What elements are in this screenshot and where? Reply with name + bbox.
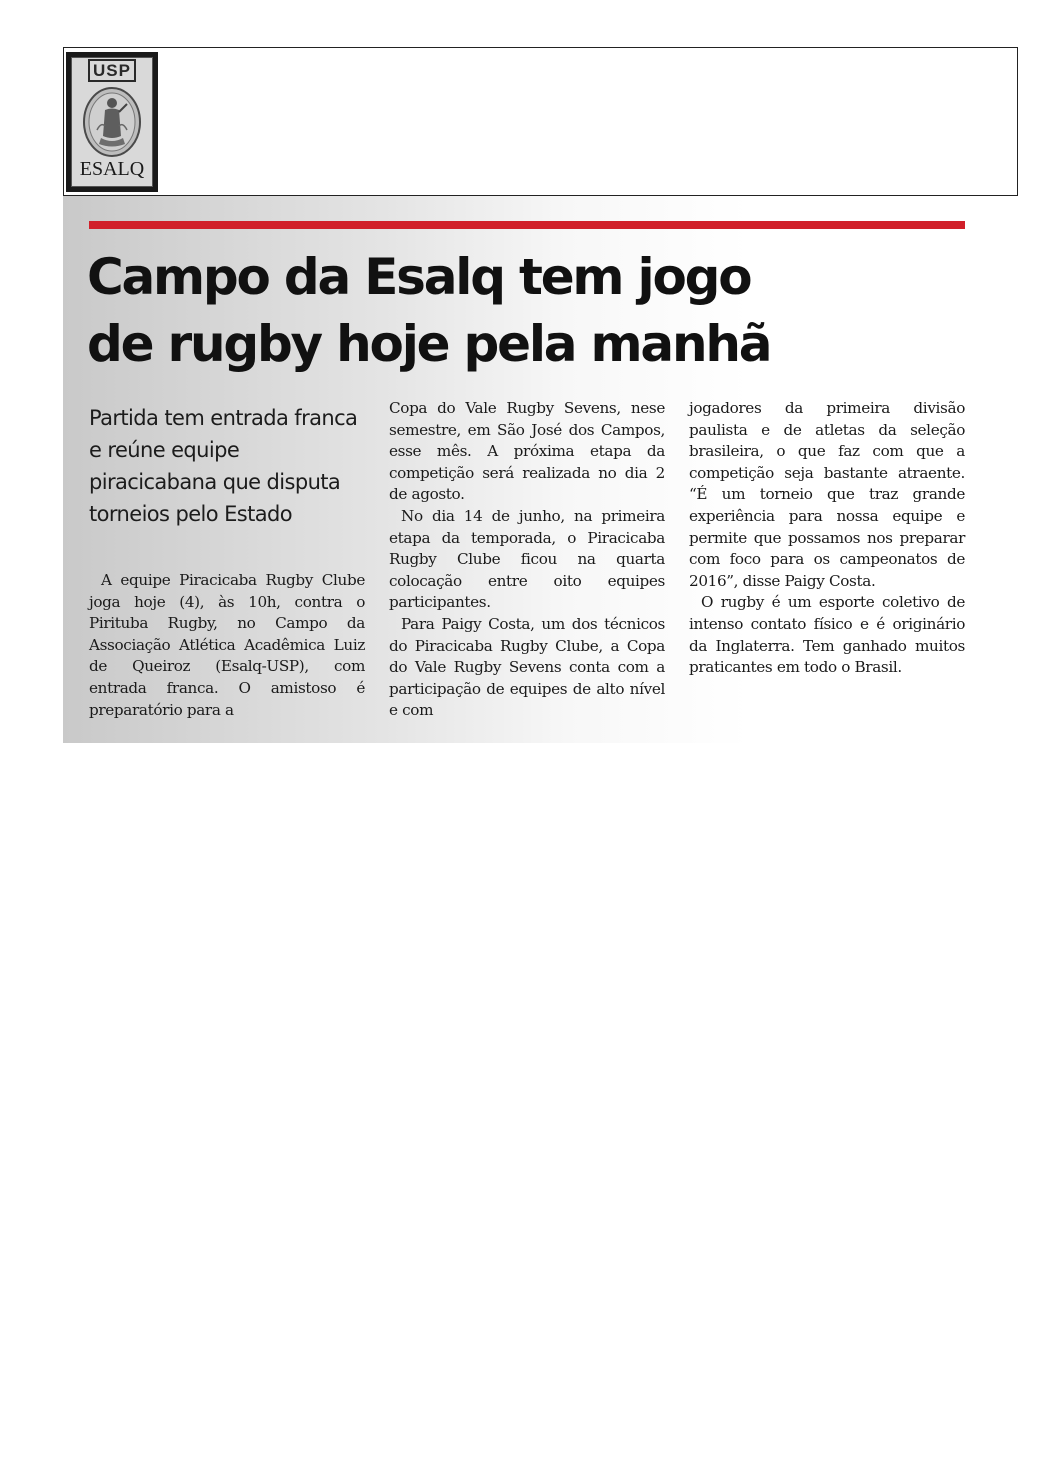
headline-accent-bar [89, 221, 965, 229]
paragraph: Para Paigy Costa, um dos técnicos do Piracicaba Rugby Clube, a Copa do Vale Rugby Sevens conta com a participação de equipes de alto nível e com [389, 614, 665, 720]
seal-figure-icon [81, 86, 143, 158]
header-box [63, 47, 1018, 196]
usp-esalq-logo [66, 52, 158, 192]
paragraph: O rugby é um esporte coletivo de intenso contato físico e é originário da Inglaterra. Tem ganhado muitos praticantes em todo o Brasil. [689, 593, 965, 677]
logo-panel [71, 57, 153, 187]
headline-line-1: Campo da Esalq tem jogo [87, 248, 751, 306]
article-column-1 [89, 570, 365, 721]
headline-line-2: de rugby hoje pela manhã [87, 315, 771, 373]
article-column-3 [689, 398, 965, 679]
paragraph: A equipe Piracicaba Rugby Clube joga hoje (4), às 10h, contra o Pirituba Rugby, no Campo da Associação Atlética Acadêmica Luiz de Queiroz (Esalq-USP), com entrada franca. O amistoso é preparatório para a [89, 571, 365, 719]
article-column-2 [389, 398, 665, 722]
paragraph: Copa do Vale Rugby Sevens, nese semestre, em São José dos Campos, esse mês. A próxima etapa da competição será realizada no dia 2 de agosto. [389, 399, 665, 504]
paragraph: No dia 14 de junho, na primeira etapa da temporada, o Piracicaba Rugby Clube ficou na quarta colocação entre oito equipes participantes. [389, 506, 665, 612]
paragraph: jogadores da primeira divisão paulista e de atletas da seleção brasileira, o que faz com que a competição seja bastante atraente. “É um torneio que traz grande experiência para nossa equipe e permite que possamos nos preparar com foco para os campeonatos de 2016”, disse Paigy Costa. [689, 399, 965, 590]
logo-usp-text: USP [72, 62, 152, 80]
headline [87, 244, 967, 378]
news-clipping [63, 196, 977, 743]
logo-esalq-text: ESALQ [79, 158, 145, 180]
subheadline: Partida tem entrada franca e reúne equipe piracicabana que disputa torneios pelo Estado [89, 406, 358, 526]
